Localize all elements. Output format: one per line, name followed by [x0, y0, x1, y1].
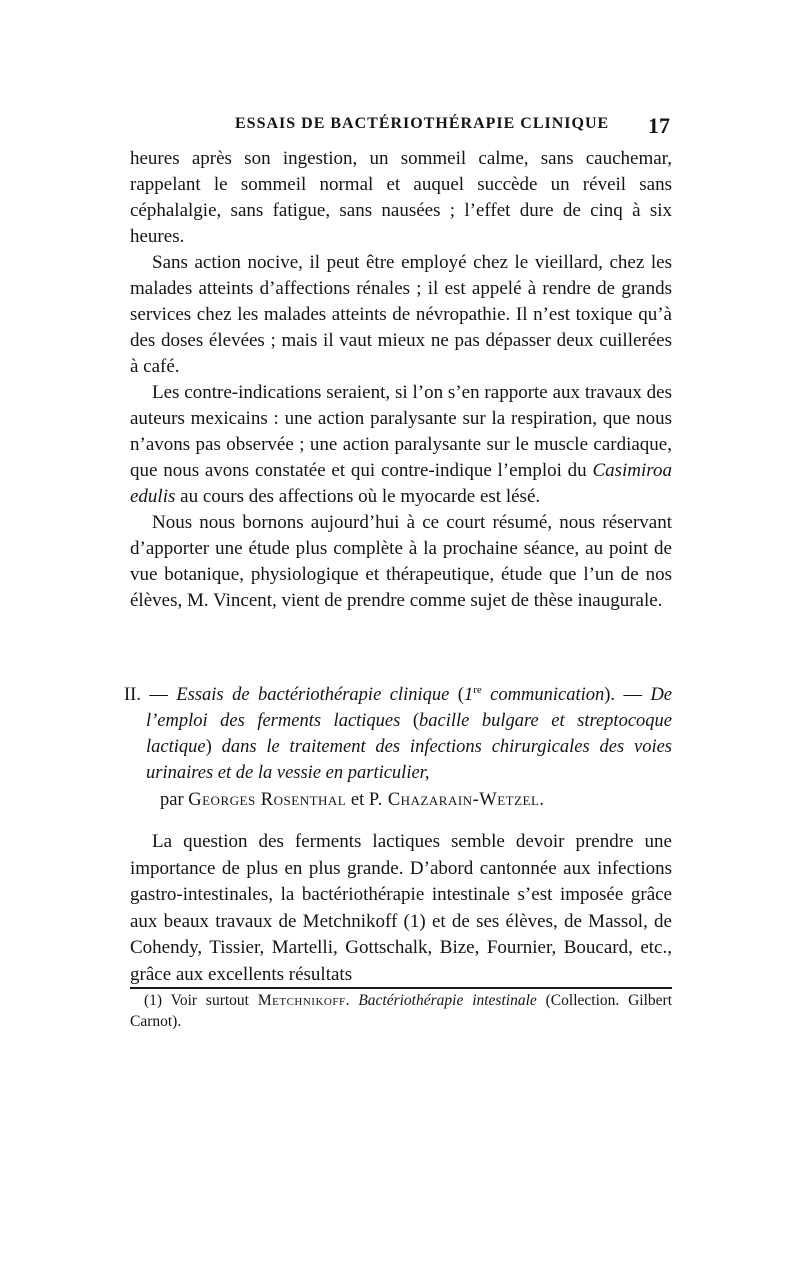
paragraph-5: La question des ferments lactiques semble devoir prendre une importance de plus en plus grande. D’abord cantonnée aux infections gastro-intestinales, la bactériothérapie intestinale s’est imposée grâce aux beaux travaux de Metchnikoff (1) et de ses élèves, de Massol, de Cohendy, Tissier, Martelli, Gottschalk, Bize, Fournier, Boucard, etc., grâce aux excellents résultats: [130, 831, 672, 985]
paragraph-2: Sans action nocive, il peut être employé chez le vieillard, chez les malades atteints d’affections rénales ; il est appelé à rendre de grands services chez les malades atteints de névropathie. Il n’est toxique qu’à des doses élevées ; mais il vaut mieux ne pas dépasser deux cuillerées à café.: [130, 252, 672, 377]
running-title: ESSAIS DE BACTÉRIOTHÉRAPIE CLINIQUE: [235, 115, 610, 132]
paragraph-4: Nous nous bornons aujourd’hui à ce court résumé, nous réservant d’apporter une étude plus complète à la prochaine séance, au point de vue botanique, physiologique et thérapeutique, étude que l’un de nos élèves, M. Vincent, vient de prendre comme sujet de thèse inaugurale.: [130, 512, 672, 611]
section-heading-block: [124, 677, 672, 786]
footnote-dot: .: [345, 992, 359, 1009]
authors-end: .: [539, 790, 545, 810]
section-text: [130, 829, 672, 988]
author-1: Georges Rosenthal: [188, 790, 347, 810]
section-title: II. — Essais de bactériothérapie clinique (1re communication). — De l’emploi des ferments lactiques (bacille bulgare et streptocoque lactique) dans le traitement des infections chirurgicales des voies urinaires et de la vessie en particulier,: [124, 684, 673, 784]
page-number: 17: [648, 113, 670, 138]
footnote: [130, 990, 672, 1032]
section-title-a: Essais de bactériothérapie clinique: [176, 685, 450, 706]
paragraph-1: heures après son ingestion, un sommeil calme, sans cauchemar, rappelant le sommeil normal et auquel succède un réveil sans céphalalgie, sans fatigue, sans nausées ; l’effet dure de cinq à six heures.: [130, 148, 672, 247]
footnote-voir: Voir surtout: [162, 992, 258, 1009]
section-dash-1: —: [140, 685, 177, 706]
authors-et: et: [346, 790, 369, 810]
footnote-rule: [130, 987, 672, 989]
section-numeral: II.: [124, 685, 141, 706]
authors-par: par: [160, 790, 189, 810]
paragraph-3-text-b: au cours des affections où le myocarde est lésé.: [175, 486, 541, 507]
section-dash-2: —: [615, 685, 651, 706]
authors-line: [160, 787, 680, 813]
section-paren-close: ).: [604, 685, 616, 706]
section-title-c: De l’emploi des ferments lactiques: [146, 685, 673, 732]
footnote-title: Bactériothérapie intestinale: [358, 992, 537, 1009]
author-2: P. Chazarain-Wetzel: [368, 790, 540, 810]
footnote-rest: (Collection. Gilbert Carnot).: [130, 992, 673, 1030]
section-title-d: bacille bulgare et streptocoque lactique: [146, 711, 672, 758]
footnote-author: Metchnikoff: [257, 992, 346, 1009]
main-text: [130, 146, 672, 614]
page-header: [130, 113, 672, 139]
footnote-number: (1): [144, 992, 163, 1009]
paragraph-3: [130, 380, 672, 510]
section-title-b: communication: [481, 685, 605, 706]
species-name: Casimiroa edulis: [130, 460, 672, 507]
section-superscript: re: [473, 684, 482, 696]
paragraph-3-text-a: Les contre-indications seraient, si l’on s’en rapporte aux travaux des auteurs mexicains : une action paralysante sur la respiration, que nous n’avons pas observée ; une action paralysante sur le muscle cardiaque, que nous avons constatée et qui contre-indique l’emploi du: [130, 382, 672, 481]
section-paren-open: (: [449, 685, 464, 706]
section-sup-num: 1: [463, 685, 474, 706]
section-title-e: dans le traitement des infections chirurgicales des voies urinaires et de la vessie en particulier,: [146, 737, 672, 784]
